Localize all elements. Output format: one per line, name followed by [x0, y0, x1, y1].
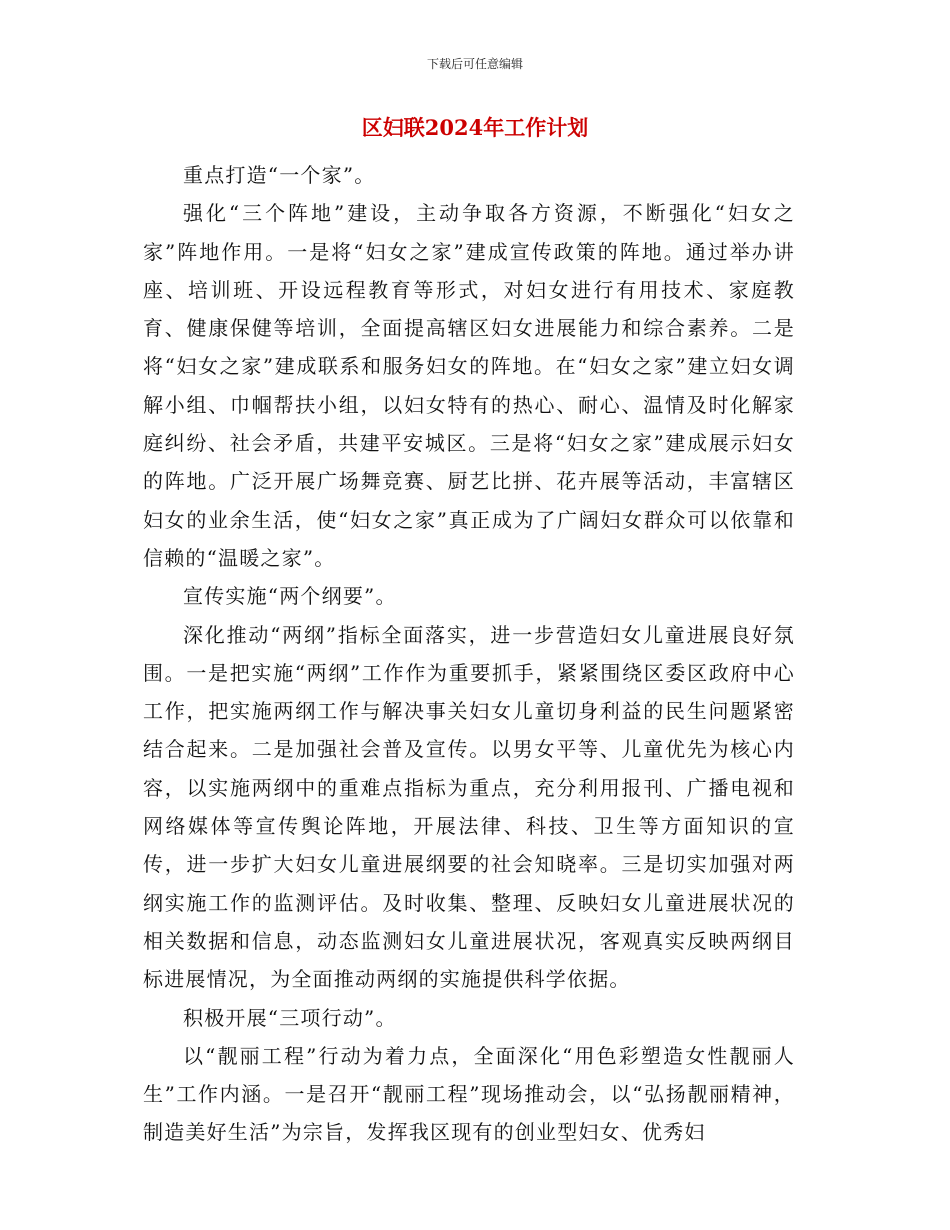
body-paragraph: 强化“三个阵地”建设，主动争取各方资源，不断强化“妇女之家”阵地作用。一是将“妇女之家”建成宣传政策的阵地。通过举办讲座、培训班、开设远程教育等形式，对妇女进行有用技术、家庭教育、健康保健等培训，全面提高辖区妇女进展能力和综合素养。二是将“妇女之家”建成联系和服务妇女的阵地。在“妇女之家”建立妇女调解小组、巾帼帮扶小组，以妇女特有的热心、耐心、温情及时化解家庭纠纷、社会矛盾，共建平安城区。三是将“妇女之家”建成展示妇女的阵地。广泛开展广场舞竞赛、厨艺比拼、花卉展等活动，丰富辖区妇女的业余生活，使“妇女之家”真正成为了广阔妇女群众可以依靠和信赖的“温暖之家”。 — [143, 201, 795, 570]
document-body — [143, 156, 795, 1152]
section-heading-two-outlines: 宣传实施“两个纲要”。 — [183, 584, 397, 609]
page-header: 下载后可任意编辑 — [426, 57, 523, 71]
section-heading-one-home: 重点打造“一个家”。 — [183, 163, 376, 187]
section-heading-three-actions: 积极开展“三项行动”。 — [183, 1005, 397, 1030]
body-paragraph: 深化推动“两纲”指标全面落实，进一步营造妇女儿童进展良好氛围。一是把实施“两纲”工作作为重要抓手，紧紧围绕区委区政府中心工作，把实施两纲工作与解决事关妇女儿童切身利益的民生问题紧密结合起来。二是加强社会普及宣传。以男女平等、儿童优先为核心内容，以实施两纲中的重难点指标为重点，充分利用报刊、广播电视和网络媒体等宣传舆论阵地，开展法律、科技、卫生等方面知识的宣传，进一步扩大妇女儿童进展纲要的社会知晓率。三是切实加强对两纲实施工作的监测评估。及时收集、整理、反映妇女儿童进展状况的相关数据和信息，动态监测妇女儿童进展状况，客观真实反映两纲目标进展情况，为全面推动两纲的实施提供科学依据。 — [143, 622, 795, 992]
body-paragraph: 以“靓丽工程”行动为着力点，全面深化“用色彩塑造女性靓丽人生”工作内涵。一是召开“靓丽工程”现场推动会，以“弘扬靓丽精神，制造美好生活”为宗旨，发挥我区现有的创业型妇女、优秀妇 — [143, 1043, 795, 1145]
document-title: 区妇联2024年工作计划 — [361, 115, 589, 140]
